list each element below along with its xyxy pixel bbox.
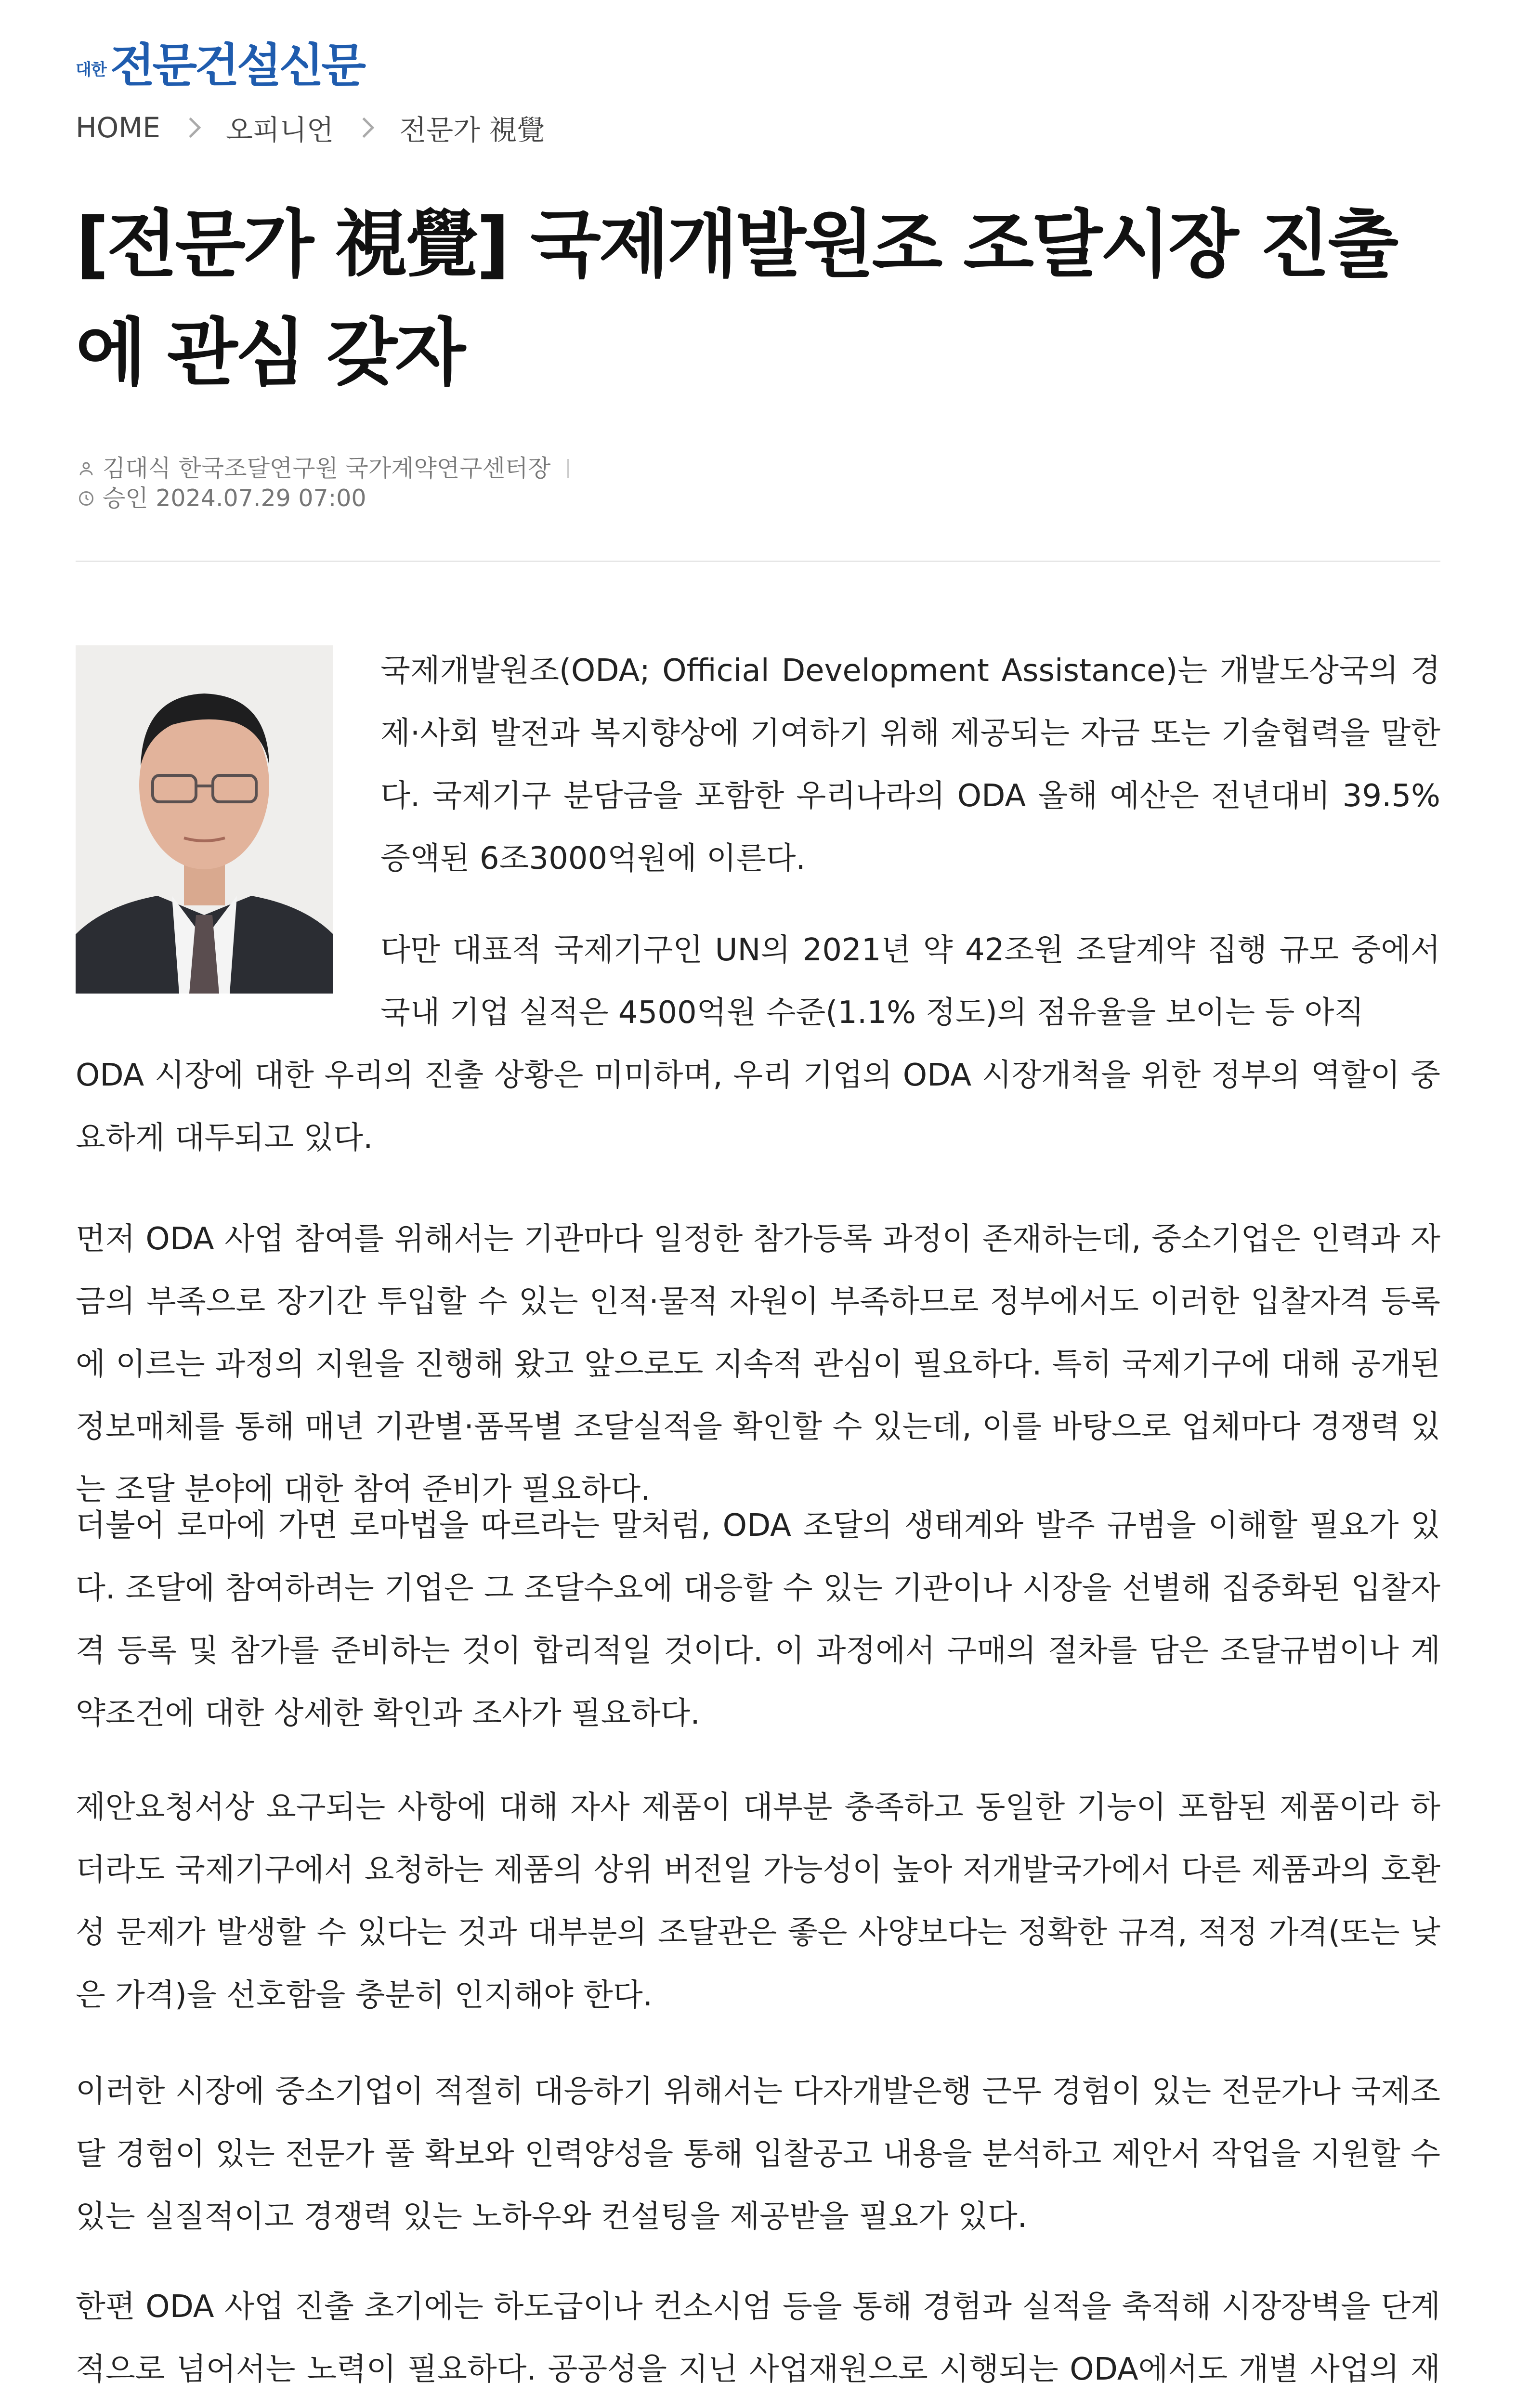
paragraph-6: 이러한 시장에 중소기업이 적절히 대응하기 위해서는 다자개발은행 근무 경험이 있는 전문가나 국제조달 경험이 있는 전문가 풀 확보와 인력양성을 통해 입찰공고 내용을 분석하고 제안서 작업을 지원할 수 있는 실질적이고 경쟁력 있는 노하우와 컨설팅을 제공받을 필요가 있다. [76,2074,1440,2235]
article-meta [76,454,569,513]
breadcrumb [76,111,545,144]
breadcrumb-home[interactable]: HOME [76,111,160,144]
header-divider [76,561,1440,562]
article-title: [전문가 視覺] 국제개발원조 조달시장 진출에 관심 갖자 [76,202,1397,395]
chevron-right-icon [354,118,374,138]
breadcrumb-expert-view[interactable]: 전문가 視覺 [399,114,545,146]
chevron-right-icon [181,118,201,138]
paragraph-1: 국제개발원조(ODA; Official Development Assistance)는 개발도상국의 경제·사회 발전과 복지향상에 기여하기 위해 제공되는 자금 또는 기술협력을 말한다. 국제기구 분담금을 포함한 우리나라의 ODA 올해 예산은 전년대비 39.5% 증액된 6조3000억원에 이른다. [380,653,1440,877]
logo-small-text: 대한 [76,60,106,79]
clock-icon [76,488,97,509]
author-line[interactable]: 김대식 한국조달연구원 국가계약연구센터장 [103,455,551,482]
published-date: 승인 2024.07.29 07:00 [103,484,366,512]
breadcrumb-opinion[interactable]: 오피니언 [225,114,334,146]
author-photo [76,645,333,994]
user-icon [76,458,97,479]
logo-main-text: 전문건설신문 [110,39,364,92]
paragraph-4: 더불어 로마에 가면 로마법을 따르라는 말처럼, ODA 조달의 생태계와 발주 규범을 이해할 필요가 있다. 조달에 참여하려는 기업은 그 조달수요에 대응할 수 있는 기관이나 시장을 선별해 집중화된 입찰자격 등록 및 참가를 준비하는 것이 합리적일 것이다. 이 과정에서 구매의 절차를 담은 조달규범이나 계약조건에 대한 상세한 확인과 조사가 필요하다. [76,1508,1440,1731]
paragraph-3: 먼저 ODA 사업 참여를 위해서는 기관마다 일정한 참가등록 과정이 존재하는데, 중소기업은 인력과 자금의 부족으로 장기간 투입할 수 있는 인적·물적 자원이 부족하므로 정부에서도 이러한 입찰자격 등록에 이르는 과정의 지원을 진행해 왔고 앞으로도 지속적 관심이 필요하다. 특히 국제기구에 대해 공개된 정보매체를 통해 매년 기관별·품목별 조달실적을 확인할 수 있는데, 이를 바탕으로 업체마다 경쟁력 있는 조달 분야에 대한 참여 준비가 필요하다. [76,1221,1440,1507]
paragraph-2-continued: ODA 시장에 대한 우리의 진출 상황은 미미하며, 우리 기업의 ODA 시장개척을 위한 정부의 역할이 중요하게 대두되고 있다. [76,1058,1440,1156]
paragraph-5: 제안요청서상 요구되는 사항에 대해 자사 제품이 대부분 충족하고 동일한 기능이 포함된 제품이라 하더라도 국제기구에서 요청하는 제품의 상위 버전일 가능성이 높아 저개발국가에서 다른 제품과의 호환성 문제가 발생할 수 있다는 것과 대부분의 조달관은 좋은 사양보다는 정확한 규격, 적정 가격(또는 낮은 가격)을 선호함을 충분히 인지해야 한다. [76,1790,1440,2013]
site-logo[interactable] [76,39,364,92]
paragraph-7: 한편 ODA 사업 진출 초기에는 하도급이나 컨소시엄 등을 통해 경험과 실적을 축적해 시장장벽을 단계적으로 넘어서는 노력이 필요하다. 공공성을 지닌 사업재원으로 시행되는 ODA에서도 개별 사업의 재 [76,2289,1440,2387]
paragraph-2: 다만 대표적 국제기구인 UN의 2021년 약 42조원 조달계약 집행 규모 중에서 국내 기업 실적은 4500억원 수준(1.1% 정도)의 점유율을 보이는 등 아직 [380,932,1440,1031]
meta-divider [567,459,569,478]
